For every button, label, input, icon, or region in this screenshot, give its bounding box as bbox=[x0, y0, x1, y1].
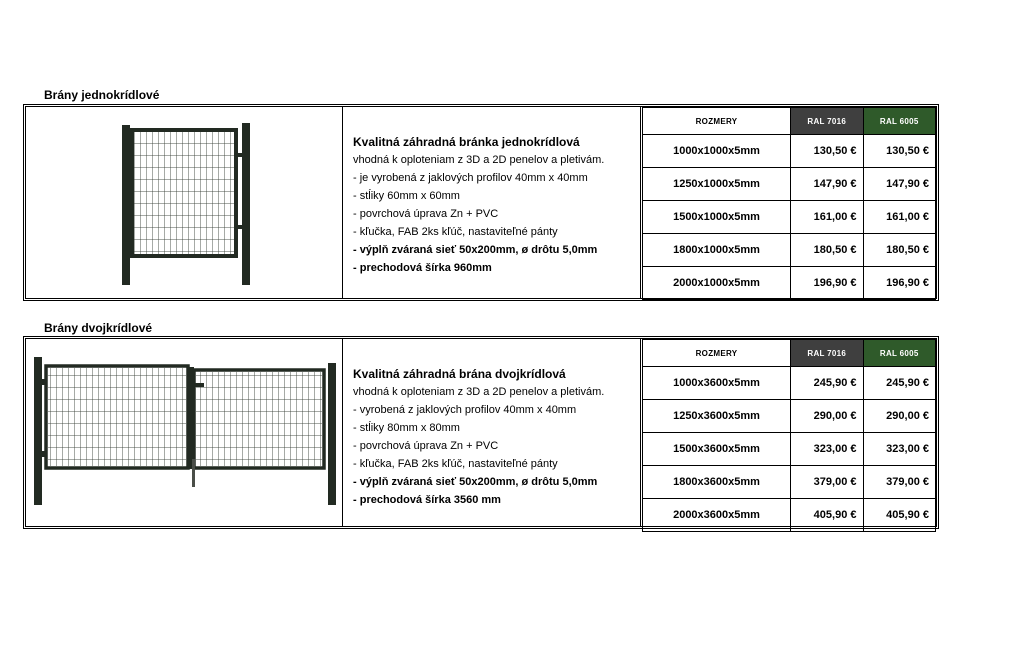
price-ral-6005: 323,00 € bbox=[863, 433, 936, 466]
desc-line: - kľučka, FAB 2ks kľúč, nastaviteľné pánty bbox=[353, 458, 558, 470]
price-ral-6005: 405,90 € bbox=[863, 499, 936, 532]
dimension-cell: 1000x3600x5mm bbox=[643, 367, 791, 400]
price-ral-6005: 379,00 € bbox=[863, 466, 936, 499]
price-ral-7016: 196,90 € bbox=[791, 267, 863, 300]
header-ral-7016: RAL 7016 bbox=[791, 340, 863, 367]
dimension-cell: 1500x1000x5mm bbox=[643, 201, 791, 234]
table-row bbox=[643, 433, 936, 466]
table-row bbox=[643, 234, 936, 267]
price-ral-7016: 323,00 € bbox=[791, 433, 863, 466]
table-row bbox=[643, 400, 936, 433]
table-row bbox=[643, 267, 936, 300]
single-gate-image bbox=[26, 107, 343, 298]
price-ral-7016: 379,00 € bbox=[791, 466, 863, 499]
dimension-cell: 1250x1000x5mm bbox=[643, 168, 791, 201]
desc-line-bold: - prechodová šírka 960mm bbox=[353, 262, 492, 274]
price-table-single bbox=[642, 107, 936, 300]
header-ral-6005: RAL 6005 bbox=[863, 340, 936, 367]
desc-line-bold: - výplň zváraná sieť 50x200mm, ø drôtu 5,0mm bbox=[353, 244, 598, 256]
double-gate-drawing bbox=[26, 339, 342, 526]
header-ral-6005: RAL 6005 bbox=[863, 108, 936, 135]
dimension-cell: 1500x3600x5mm bbox=[643, 433, 791, 466]
desc-line: - vyrobená z jaklových profilov 40mm x 40mm bbox=[353, 404, 577, 416]
dimension-cell: 1250x3600x5mm bbox=[643, 400, 791, 433]
desc-line: - povrchová úprava Zn + PVC bbox=[353, 208, 499, 220]
desc-line: vhodná k oploteniam z 3D a 2D penelov a pletivám. bbox=[353, 386, 605, 398]
desc-line-bold: - výplň zváraná sieť 50x200mm, ø drôtu 5,0mm bbox=[353, 476, 598, 488]
price-ral-6005: 180,50 € bbox=[863, 234, 936, 267]
dimension-cell: 2000x1000x5mm bbox=[643, 267, 791, 300]
product-description-double bbox=[343, 339, 641, 526]
header-dimensions: ROZMERY bbox=[643, 340, 791, 367]
price-ral-6005: 130,50 € bbox=[863, 135, 936, 168]
price-ral-7016: 147,90 € bbox=[791, 168, 863, 201]
price-ral-7016: 245,90 € bbox=[791, 367, 863, 400]
desc-line: - stĺiky 80mm x 80mm bbox=[353, 422, 460, 434]
section-title-double: Brány dvojkrídlové bbox=[44, 321, 153, 335]
product-title: Kvalitná záhradná bránka jednokrídlová bbox=[353, 135, 580, 149]
price-ral-7016: 180,50 € bbox=[791, 234, 863, 267]
desc-line-bold: - prechodová šírka 3560 mm bbox=[353, 494, 501, 506]
double-gate-image bbox=[26, 339, 343, 526]
table-row bbox=[643, 499, 936, 532]
price-ral-7016: 290,00 € bbox=[791, 400, 863, 433]
price-ral-6005: 147,90 € bbox=[863, 168, 936, 201]
desc-line: vhodná k oploteniam z 3D a 2D penelov a pletivám. bbox=[353, 154, 605, 166]
section-title-single: Brány jednokrídlové bbox=[44, 88, 160, 102]
header-ral-7016: RAL 7016 bbox=[791, 108, 863, 135]
dimension-cell: 1800x1000x5mm bbox=[643, 234, 791, 267]
price-ral-7016: 405,90 € bbox=[791, 499, 863, 532]
product-description-single bbox=[343, 107, 641, 298]
table-row bbox=[643, 135, 936, 168]
table-row bbox=[643, 168, 936, 201]
price-ral-6005: 245,90 € bbox=[863, 367, 936, 400]
product-block-single bbox=[23, 104, 939, 301]
product-block-double bbox=[23, 336, 939, 529]
dimension-cell: 1000x1000x5mm bbox=[643, 135, 791, 168]
price-ral-6005: 196,90 € bbox=[863, 267, 936, 300]
desc-line: - povrchová úprava Zn + PVC bbox=[353, 440, 499, 452]
price-ral-6005: 290,00 € bbox=[863, 400, 936, 433]
table-row bbox=[643, 367, 936, 400]
product-title: Kvalitná záhradná brána dvojkrídlová bbox=[353, 367, 566, 381]
price-ral-7016: 130,50 € bbox=[791, 135, 863, 168]
price-table-double bbox=[642, 339, 936, 532]
dimension-cell: 1800x3600x5mm bbox=[643, 466, 791, 499]
table-row bbox=[643, 466, 936, 499]
desc-line: - je vyrobená z jaklových profilov 40mm x 40mm bbox=[353, 172, 588, 184]
price-ral-6005: 161,00 € bbox=[863, 201, 936, 234]
price-ral-7016: 161,00 € bbox=[791, 201, 863, 234]
single-gate-drawing bbox=[26, 107, 342, 298]
dimension-cell: 2000x3600x5mm bbox=[643, 499, 791, 532]
desc-line: - stĺiky 60mm x 60mm bbox=[353, 190, 460, 202]
desc-line: - kľučka, FAB 2ks kľúč, nastaviteľné pánty bbox=[353, 226, 558, 238]
table-row bbox=[643, 201, 936, 234]
header-dimensions: ROZMERY bbox=[643, 108, 791, 135]
